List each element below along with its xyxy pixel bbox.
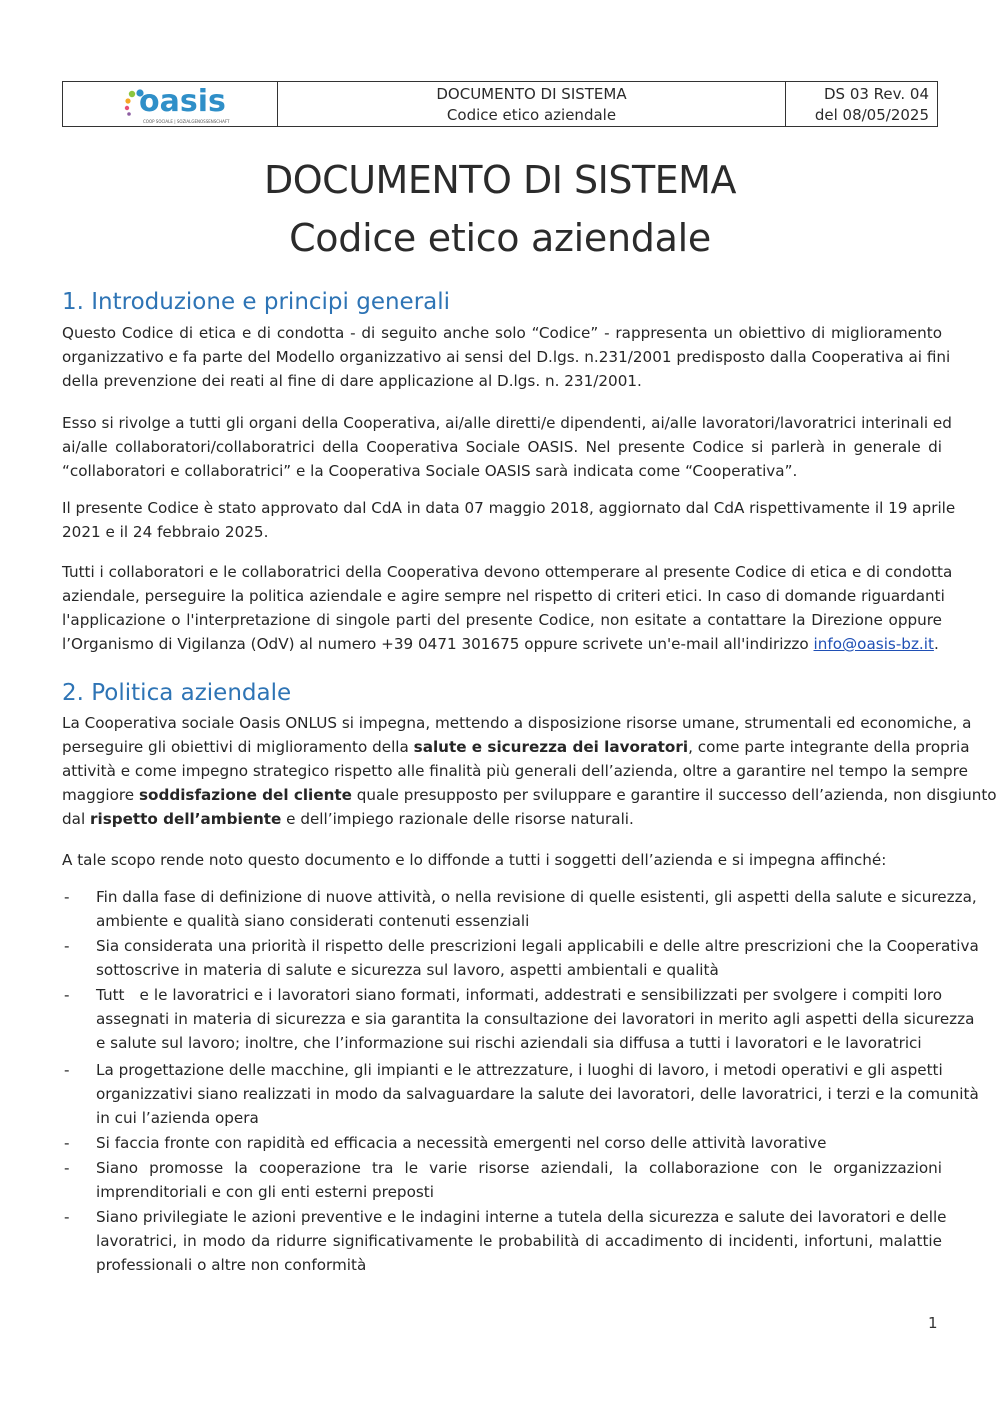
header-revision-cell bbox=[786, 82, 937, 126]
text-segment: dal bbox=[62, 810, 90, 828]
section-heading-introduzione: 1. Introduzione e principi generali bbox=[62, 289, 451, 315]
text-line: professionali o altre non conformità bbox=[96, 1256, 367, 1274]
text-line: della prevenzione dei reati al fine di dare applicazione al D.lgs. n. 231/2001. bbox=[62, 372, 642, 390]
text-line: Esso si rivolge a tutti gli organi della Cooperativa, ai/alle diretti/e dipendenti, ai/alle lavoratori/lavoratrici interinali ed bbox=[62, 414, 952, 432]
header-doc-code: DS 03 Rev. 04 bbox=[823, 85, 929, 103]
paragraph-intro-3 bbox=[62, 496, 956, 544]
bullet-dash: - bbox=[64, 1134, 70, 1152]
text-line: Tutt e le lavoratrici e i lavoratori siano formati, informati, addestrati e sensibilizzati per svolgere i compiti loro bbox=[96, 986, 942, 1004]
text-segment: e dell’impiego razionale delle risorse naturali. bbox=[281, 810, 634, 828]
text-line: Siano promosse la cooperazione tra le varie risorse aziendali, la collaborazione con le organizzazioni bbox=[96, 1159, 942, 1177]
text-line: Sia considerata una priorità il rispetto delle prescrizioni legali applicabili e delle altre prescrizioni che la Cooperativa bbox=[96, 937, 979, 955]
email-link[interactable]: info@oasis-bz.it bbox=[813, 635, 934, 653]
text-line: Siano privilegiate le azioni preventive e le indagini interne a tutela della sicurezza e salute dei lavoratori e delle bbox=[96, 1208, 947, 1226]
text-line: organizzativi siano realizzati in modo da salvaguardare la salute dei lavoratori, delle lavoratrici, i terzi e la comunità bbox=[96, 1085, 979, 1103]
emphasis-salute-sicurezza: salute e sicurezza dei lavoratori bbox=[413, 738, 689, 756]
emphasis-soddisfazione-cliente: soddisfazione del cliente bbox=[138, 786, 352, 804]
text-line: 2021 e il 24 febbraio 2025. bbox=[62, 523, 269, 541]
paragraph-intro-1 bbox=[62, 321, 951, 393]
text-line: La progettazione delle macchine, gli impianti e le attrezzature, i luoghi di lavoro, i metodi operativi e gli aspetti bbox=[96, 1061, 943, 1079]
bullet-dash: - bbox=[64, 1208, 70, 1226]
text-line: assegnati in materia di sicurezza e sia garantita la consultazione dei lavoratori in merito agli aspetti della sicurezza bbox=[96, 1010, 975, 1028]
text-segment: l’Organismo di Vigilanza (OdV) al numero +39 0471 301675 oppure scrivete un'e-mail all'indirizzo bbox=[62, 635, 814, 653]
page-number: 1 bbox=[928, 1314, 938, 1332]
text-line bbox=[62, 783, 997, 807]
logo-text: oasis bbox=[139, 84, 226, 119]
bullet-dash: - bbox=[64, 1159, 70, 1177]
section-heading-politica: 2. Politica aziendale bbox=[62, 680, 292, 706]
text-line: attività e come impegno strategico rispetto alle finalità più generali dell’azienda, oltre a garantire nel tempo la sempre bbox=[62, 762, 968, 780]
text-line: Fin dalla fase di definizione di nuove attività, o nella revisione di quelle esistenti, gli aspetti della salute e sicurezza, bbox=[96, 888, 977, 906]
document-subtitle: Codice etico aziendale bbox=[289, 216, 711, 260]
text-segment: maggiore bbox=[62, 786, 139, 804]
text-line: in cui l’azienda opera bbox=[96, 1109, 259, 1127]
text-line: ambiente e qualità siano considerati contenuti essenziali bbox=[96, 912, 530, 930]
text-segment: , come parte integrante della propria bbox=[688, 738, 970, 756]
text-line: sottoscrive in materia di salute e sicurezza sul lavoro, aspetti ambientali e qualità bbox=[96, 961, 719, 979]
text-line: organizzativo e fa parte del Modello organizzativo ai sensi del D.lgs. n.231/2001 predisposto dalla Cooperativa ai fini bbox=[62, 348, 951, 366]
header-title-cell bbox=[278, 82, 786, 126]
text-line: La Cooperativa sociale Oasis ONLUS si impegna, mettendo a disposizione risorse umane, strumentali ed economiche, a bbox=[62, 714, 972, 732]
logo-cell bbox=[63, 82, 278, 126]
text-segment: . bbox=[933, 635, 939, 653]
paragraph-intro-4 bbox=[62, 560, 953, 656]
logo-tagline: COOP SOCIALE | SOZIALGENOSSENSCHAFT bbox=[143, 119, 230, 124]
paragraph-politica-1 bbox=[62, 711, 997, 831]
text-line: “collaboratori e collaboratrici” e la Cooperativa Sociale OASIS sarà indicata come “Cooperativa”. bbox=[62, 462, 798, 480]
text-line bbox=[62, 807, 942, 831]
text-line: Il presente Codice è stato approvato dal CdA in data 07 maggio 2018, aggiornato dal CdA rispettivamente il 19 aprile bbox=[62, 499, 956, 517]
bullet-dash: - bbox=[64, 888, 70, 906]
emphasis-rispetto-ambiente: rispetto dell’ambiente bbox=[90, 810, 282, 828]
text-line: lavoratrici, in modo da ridurre significativamente le probabilità di accadimento di incidenti, infortuni, malattie bbox=[96, 1232, 942, 1250]
bullet-dash: - bbox=[64, 937, 70, 955]
text-segment: perseguire gli obiettivi di miglioramento della bbox=[62, 738, 414, 756]
document-title: DOCUMENTO DI SISTEMA bbox=[264, 158, 736, 202]
header-doc-type: DOCUMENTO DI SISTEMA bbox=[436, 85, 627, 103]
text-line: aziendale, perseguire la politica aziendale e agire sempre nel rispetto di criteri etici. In caso di domande riguardanti bbox=[62, 587, 945, 605]
bullet-dash: - bbox=[64, 1061, 70, 1079]
text-line: imprenditoriali e con gli enti esterni preposti bbox=[96, 1183, 434, 1201]
paragraph-politica-2 bbox=[62, 848, 942, 872]
text-segment: quale presupposto per sviluppare e garantire il successo dell’azienda, non disgiunto bbox=[351, 786, 997, 804]
text-line bbox=[62, 632, 942, 656]
text-line: ai/alle collaboratori/collaboratrici della Cooperativa Sociale OASIS. Nel presente Codice si parlerà in generale di bbox=[62, 438, 942, 456]
text-line: e salute sul lavoro; inoltre, che l’informazione sui rischi aziendali sia diffusa a tutti i lavoratori e le lavoratrici bbox=[96, 1034, 922, 1052]
bullet-dash: - bbox=[64, 986, 70, 1004]
text-line: Questo Codice di etica e di condotta - di seguito anche solo “Codice” - rappresenta un obiettivo di miglioramento bbox=[62, 324, 942, 342]
text-line: l'applicazione o l'interpretazione di singole parti del presente Codice, non esitate a contattare la Direzione oppure bbox=[62, 611, 942, 629]
text-line: Si faccia fronte con rapidità ed efficacia a necessità emergenti nel corso delle attività lavorative bbox=[96, 1134, 827, 1152]
document-header bbox=[62, 81, 938, 127]
text-line: A tale scopo rende noto questo documento e lo diffonde a tutti i soggetti dell’azienda e si impegna affinché: bbox=[62, 851, 887, 869]
text-line bbox=[62, 735, 970, 759]
paragraph-intro-2 bbox=[62, 411, 952, 483]
header-doc-name: Codice etico aziendale bbox=[446, 106, 617, 124]
text-line: Tutti i collaboratori e le collaboratrici della Cooperativa devono ottemperare al presente Codice di etica e di condotta bbox=[62, 563, 953, 581]
header-doc-date: del 08/05/2025 bbox=[814, 106, 929, 124]
